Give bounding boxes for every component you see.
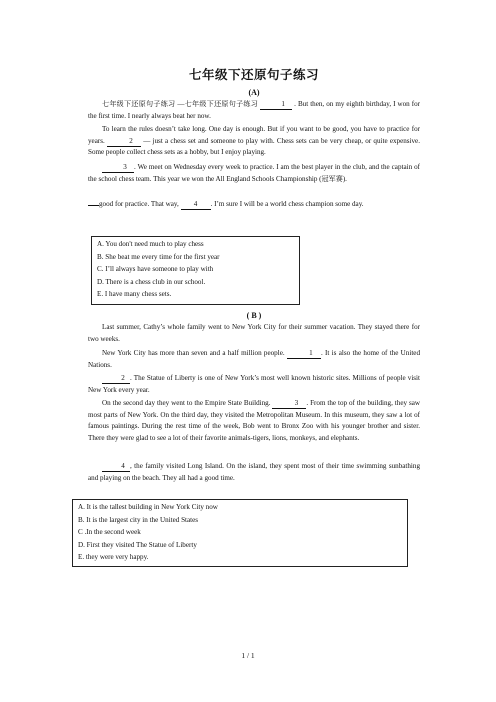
option-e: E. I have many chess sets. <box>97 290 172 299</box>
section-b-paragraph-3 <box>88 373 420 396</box>
blank-b4: 4 <box>102 462 130 472</box>
paragraph-text: — just a chess set and someone to play with. Chess sets can be very cheap, or quite expensive. Some people collect chess sets as a hobby, but I enjoy playing. <box>88 136 420 157</box>
section-a-paragraph-2 <box>88 124 420 159</box>
section-a-label: (A) <box>248 88 260 97</box>
paragraph-text: , the family visited Long Island. On the island, they spent most of their time swimming sunbathing and playing on the beach. They all had a good time. <box>88 462 420 482</box>
paragraph-text: . But then, on my eighth birthday, I won for the first time. I nearly always beat her now. <box>88 100 421 120</box>
option-a: A. It is the tallest building in New York City now <box>78 503 218 511</box>
page-title: 七年级下还原句子练习 <box>188 67 319 82</box>
section-b-label: ( B ) <box>246 311 262 320</box>
section-b-paragraph-4 <box>88 398 420 444</box>
option-b: B. She beat me every time for the first year <box>97 252 220 261</box>
option-d: D. First they visited The Statue of Liberty <box>78 540 197 549</box>
paragraph-text: . The Statue of Liberty is one of New York’s most well known historic sites. Millions of people visit New York every year. <box>88 374 420 394</box>
option-b: B. It is the largest city in the United States <box>78 515 199 524</box>
blank-b1: 1 <box>287 349 321 359</box>
paragraph-text: . I’m sure I will be a world chess champion some day. <box>210 200 364 208</box>
blank-a2: 2 <box>107 137 141 147</box>
paragraph-text: On the second day they went to the Empire State Building. <box>102 399 271 407</box>
blank-a3: 3 <box>102 163 134 173</box>
option-e: E. they were very happy. <box>78 553 149 562</box>
blank-b3: 3 <box>272 399 306 409</box>
option-c: C .In the second week <box>78 528 141 537</box>
paragraph-text: 七年级下还原句子练习 —七年级下还原句子练习 <box>102 100 259 108</box>
options-box-a <box>91 236 300 305</box>
blank-a-lead <box>88 205 99 206</box>
paragraph-text: . We meet on Wednesday every week to practice. I am the best player in the club, and the captain of the school chess team. This year we won the All England Schools Championship (冠军赛). <box>88 163 420 183</box>
blank-b2: 2 <box>102 374 130 384</box>
option-d: D. There is a chess club in our school. <box>97 277 206 286</box>
paragraph-text: New York City has more than seven and a half million people. <box>102 349 285 357</box>
paragraph-text: good for practice. That way, <box>99 200 179 208</box>
paragraph-text: To learn the rules doesn’t take long. One day is enough. But if you want to be good, you have to practice for years. <box>88 125 420 145</box>
section-b-paragraph-5 <box>88 461 420 484</box>
paragraph-text: . It is also the home of the United Nations. <box>88 349 420 369</box>
blank-a1: 1 <box>260 100 292 110</box>
option-a: A. You don't need much to play chess <box>97 240 204 248</box>
paragraph-text: . From the top of the building, they saw most parts of New York. On the third day, they visited the Metropolitan Museum. In this museum, they saw a lot of famous paintings. During the rest time of the week, Bob went to Bronx Zoo with his younger brother and sister. There they were glad to see a lot of their favorite animals-tigers, lions, monkeys, and elephants. <box>88 399 420 442</box>
section-b-paragraph-2 <box>88 348 420 371</box>
section-b-paragraph-1: Last summer, Cathy’s whole family went to New York City for their summer vacation. They stayed there for two weeks. <box>88 323 420 343</box>
section-a-paragraph-3 <box>88 162 420 185</box>
section-a-paragraph-1 <box>88 99 420 122</box>
section-a-paragraph-4 <box>88 199 420 211</box>
page-number: 1 / 1 <box>241 651 255 660</box>
option-c: C. I’ll always have someone to play with <box>97 265 214 274</box>
blank-a4: 4 <box>181 200 211 210</box>
options-box-b <box>72 499 408 567</box>
